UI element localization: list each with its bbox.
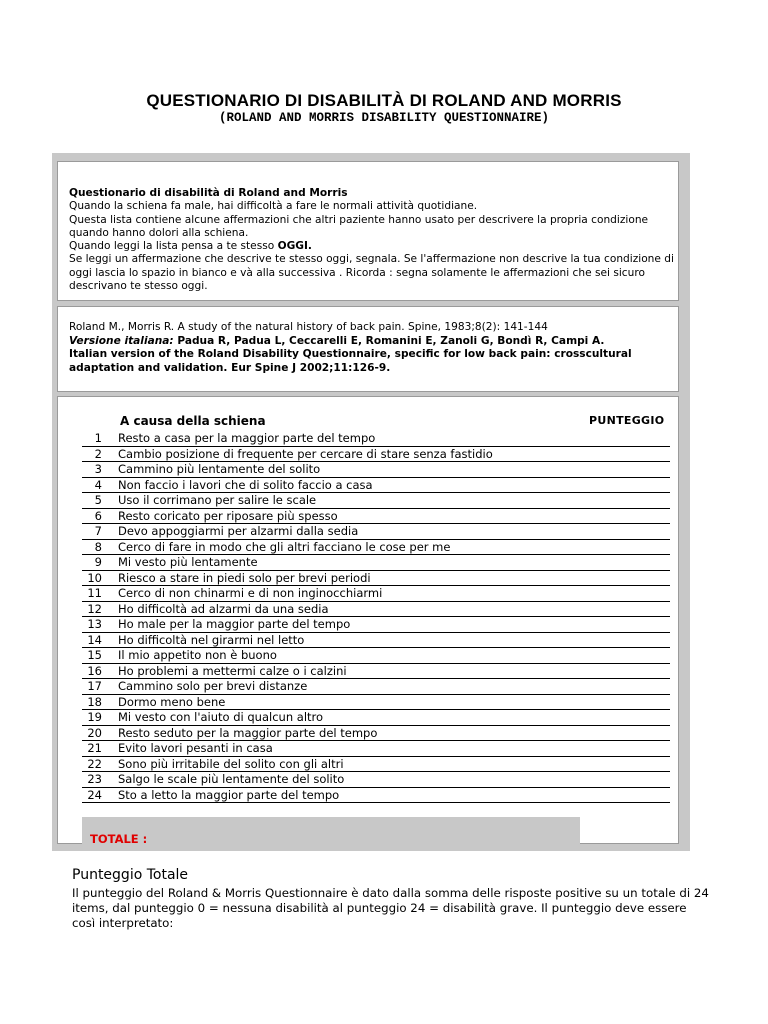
- item-text: Devo appoggiarmi per alzarmi dalla sedia: [118, 524, 359, 538]
- score-header: PUNTEGGIO: [589, 414, 665, 427]
- reference-italian: [69, 335, 679, 349]
- list-item[interactable]: [82, 695, 670, 711]
- item-number: 4: [94, 477, 102, 492]
- reference-italian-title: Italian version of the Roland Disability Questionnaire, specific for low back pain: crosscultural adaptation and validation. Eur Spine J 2002;11:126-9.: [69, 348, 632, 374]
- item-text: Il mio appetito non è buono: [118, 648, 277, 662]
- item-number: 8: [94, 539, 102, 554]
- list-item[interactable]: [82, 741, 670, 757]
- list-item[interactable]: [82, 447, 670, 463]
- item-text: Sto a letto la maggior parte del tempo: [118, 787, 340, 802]
- item-text: Ho male per la maggior parte del tempo: [118, 617, 351, 631]
- items-list: [82, 431, 670, 803]
- intro-panel: [57, 161, 679, 301]
- item-text: Cammino solo per brevi distanze: [118, 679, 308, 693]
- list-item[interactable]: [82, 478, 670, 494]
- intro-line-3: [69, 240, 674, 253]
- reference-text: [69, 321, 679, 375]
- scoring-heading: Punteggio Totale: [72, 867, 189, 883]
- list-item[interactable]: [82, 648, 670, 664]
- item-text: Riesco a stare in piedi solo per brevi periodi: [118, 570, 371, 585]
- total-box: [82, 817, 580, 845]
- item-text: Non faccio i lavori che di solito faccio a casa: [118, 477, 373, 492]
- item-text: Ho difficoltà ad alzarmi da una sedia: [118, 601, 329, 616]
- item-text: Dormo meno bene: [118, 694, 226, 709]
- item-text: Resto a casa per la maggior parte del tempo: [118, 431, 376, 445]
- scoring-body: Il punteggio del Roland & Morris Questionnaire è dato dalla somma delle risposte positive su un totale di 24 items, dal punteggio 0 = nessuna disabilità al punteggio 24 = disabilità grave. Il punteggio deve essere così interpretato:: [72, 886, 709, 930]
- item-number: 10: [87, 570, 102, 585]
- item-text: Ho problemi a mettermi calze o i calzini: [118, 663, 347, 678]
- list-item[interactable]: [82, 540, 670, 556]
- item-text: Mi vesto più lentamente: [118, 555, 258, 569]
- list-item[interactable]: [82, 679, 670, 695]
- item-number: 17: [87, 679, 102, 693]
- item-number: 6: [94, 508, 102, 523]
- page-title: QUESTIONARIO DI DISABILITÀ DI ROLAND AND MORRIS: [146, 91, 622, 110]
- item-number: 23: [87, 772, 102, 786]
- reference-italian-label: Versione italiana:: [69, 334, 174, 347]
- list-item[interactable]: [82, 710, 670, 726]
- list-item[interactable]: [82, 555, 670, 571]
- list-item[interactable]: [82, 757, 670, 773]
- item-text: Cammino più lentamente del solito: [118, 462, 321, 476]
- list-item[interactable]: [82, 586, 670, 602]
- intro-line-3-prefix: Quando leggi la lista pensa a te stesso: [69, 240, 278, 253]
- intro-text: [69, 187, 674, 293]
- item-number: 2: [94, 446, 102, 461]
- item-number: 18: [87, 694, 102, 709]
- item-number: 22: [87, 756, 102, 771]
- intro-line-3-today: OGGI.: [277, 240, 312, 253]
- reference-panel: [57, 306, 679, 392]
- list-item[interactable]: [82, 431, 670, 447]
- item-number: 24: [87, 787, 102, 802]
- list-item[interactable]: [82, 509, 670, 525]
- item-number: 21: [87, 741, 102, 755]
- list-item[interactable]: [82, 726, 670, 742]
- item-number: 20: [87, 725, 102, 740]
- reference-original: Roland M., Morris R. A study of the natural history of back pain. Spine, 1983;8(2): 141-144: [69, 321, 548, 333]
- list-item[interactable]: [82, 617, 670, 633]
- item-number: 1: [94, 431, 102, 445]
- item-number: 13: [87, 617, 102, 631]
- page-subtitle: (ROLAND AND MORRIS DISABILITY QUESTIONNAIRE): [218, 111, 550, 125]
- list-item[interactable]: [82, 462, 670, 478]
- item-number: 19: [87, 710, 102, 724]
- item-number: 14: [87, 632, 102, 647]
- item-text: Cerco di fare in modo che gli altri facciano le cose per me: [118, 539, 451, 554]
- item-text: Evito lavori pesanti in casa: [118, 741, 273, 755]
- intro-line-4: Se leggi un affermazione che descrive te stesso oggi, segnala. Se l'affermazione non descrive la tua condizione di oggi lascia lo spazio in bianco e và alla successiva . Ricorda : segna solamente le affermazioni che sei sicuro descrivano te stesso oggi.: [69, 253, 674, 293]
- item-text: Ho difficoltà nel girarmi nel letto: [118, 632, 305, 647]
- intro-line-1: Quando la schiena fa male, hai difficoltà a fare le normali attività quotidiane.: [69, 200, 478, 213]
- item-text: Cambio posizione di frequente per cercare di stare senza fastidio: [118, 446, 493, 461]
- item-text: Sono più irritabile del solito con gli altri: [118, 756, 344, 771]
- list-item[interactable]: [82, 664, 670, 680]
- item-number: 11: [87, 586, 102, 600]
- list-item[interactable]: [82, 524, 670, 540]
- item-text: Salgo le scale più lentamente del solito: [118, 772, 345, 786]
- intro-heading: Questionario di disabilità di Roland and Morris: [69, 187, 348, 199]
- list-item[interactable]: [82, 772, 670, 788]
- intro-line-2: Questa lista contiene alcune affermazioni che altri paziente hanno usato per descrivere la propria condizione quando hanno dolori alla schiena.: [69, 213, 649, 239]
- item-number: 7: [94, 524, 102, 538]
- item-number: 12: [87, 601, 102, 616]
- list-item[interactable]: [82, 788, 670, 804]
- item-number: 16: [87, 663, 102, 678]
- item-text: Resto coricato per riposare più spesso: [118, 508, 338, 523]
- category-header: A causa della schiena: [120, 414, 266, 428]
- list-item[interactable]: [82, 633, 670, 649]
- total-label: TOTALE :: [90, 832, 148, 846]
- list-item[interactable]: [82, 493, 670, 509]
- item-number: 5: [94, 493, 102, 507]
- item-number: 3: [94, 462, 102, 476]
- item-number: 9: [94, 555, 102, 569]
- questionnaire-frame: [52, 153, 690, 851]
- item-text: Uso il corrimano per salire le scale: [118, 493, 317, 507]
- item-number: 15: [87, 648, 102, 662]
- reference-italian-authors: Padua R, Padua L, Ceccarelli E, Romanini E, Zanoli G, Bondì R, Campi A.: [173, 334, 605, 347]
- item-text: Mi vesto con l'aiuto di qualcun altro: [118, 710, 324, 724]
- list-item[interactable]: [82, 571, 670, 587]
- list-item[interactable]: [82, 602, 670, 618]
- item-text: Cerco di non chinarmi e di non inginocchiarmi: [118, 586, 383, 600]
- item-text: Resto seduto per la maggior parte del tempo: [118, 725, 378, 740]
- items-panel: [57, 396, 679, 844]
